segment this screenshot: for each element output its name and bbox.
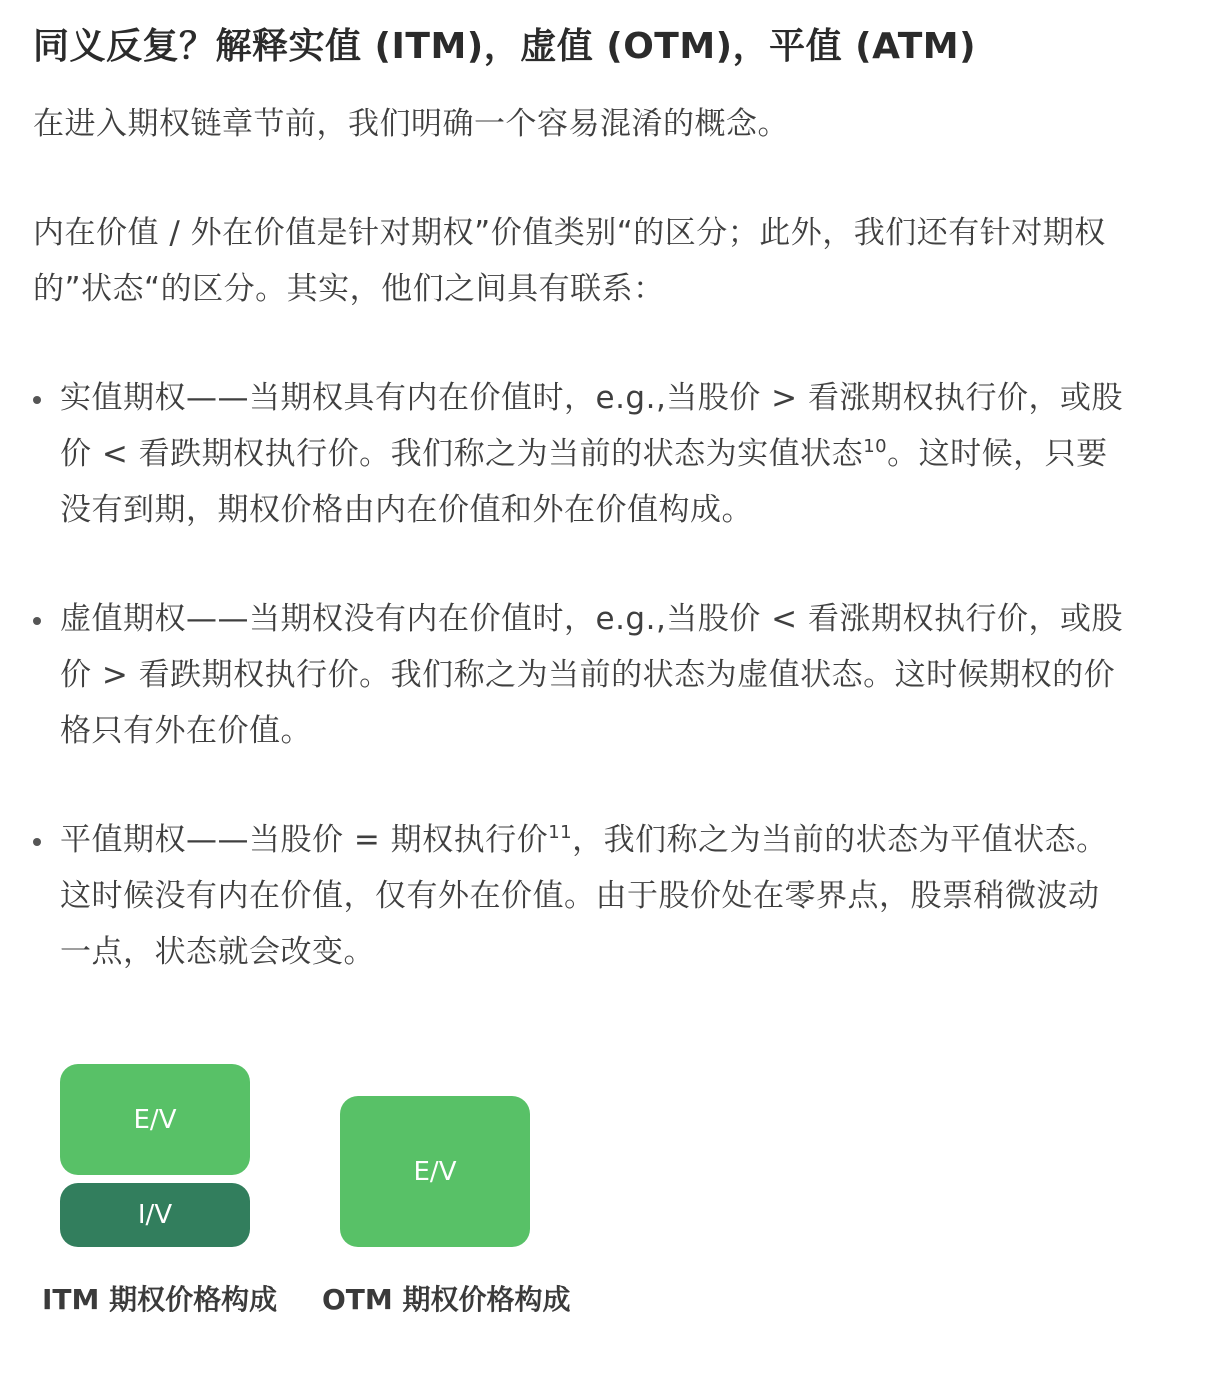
- itm-extrinsic-value-block: E/V: [60, 1064, 250, 1175]
- otm-extrinsic-value-block: E/V: [340, 1096, 530, 1247]
- context-paragraph: 内在价值 / 外在价值是针对期权”价值类别“的区分；此外，我们还有针对期权的”状态“的区分。其实，他们之间具有联系：: [33, 215, 1106, 307]
- list-item-text: [60, 591, 1128, 759]
- itm-text-continued: 。这时候，只要没有到期，期权价格由内在价值和外在价值构成。: [60, 436, 1108, 528]
- bullet-dot-icon: [33, 396, 41, 404]
- bullet-dot-icon: [33, 617, 41, 625]
- atm-text-continued: ，我们称之为当前的状态为平值状态。这时候没有内在价值，仅有外在价值。由于股价处在零界点，股票稍微波动一点，状态就会改变。: [60, 822, 1108, 970]
- itm-diagram-caption: ITM 期权价格构成: [42, 1283, 278, 1316]
- otm-diagram-caption: OTM 期权价格构成: [322, 1283, 571, 1316]
- footnote-ref[interactable]: 10: [863, 436, 888, 457]
- intro-paragraph: 在进入期权链章节前，我们明确一个容易混淆的概念。: [33, 106, 789, 142]
- itm-text: 实值期权——当期权具有内在价值时，e.g.,当股价 > 看涨期权执行价，或股价 < 看跌期权执行价。我们称之为当前的状态为实值状态: [60, 380, 1123, 472]
- page-title: 同义反复？解释实值 (ITM)，虚值 (OTM)，平值 (ATM): [33, 26, 977, 67]
- otm-text: 虚值期权——当期权没有内在价值时，e.g.,当股价 < 看涨期权执行价，或股价 > 看跌期权执行价。我们称之为当前的状态为虚值状态。这时候期权的价格只有外在价值。: [60, 601, 1123, 749]
- atm-text: 平值期权——当股价 = 期权执行价: [60, 822, 549, 858]
- itm-intrinsic-value-block: I/V: [60, 1183, 250, 1247]
- bullet-dot-icon: [33, 838, 41, 846]
- list-item-text: [60, 812, 1128, 980]
- list-item-text: [60, 370, 1128, 538]
- footnote-ref[interactable]: 11: [548, 822, 573, 843]
